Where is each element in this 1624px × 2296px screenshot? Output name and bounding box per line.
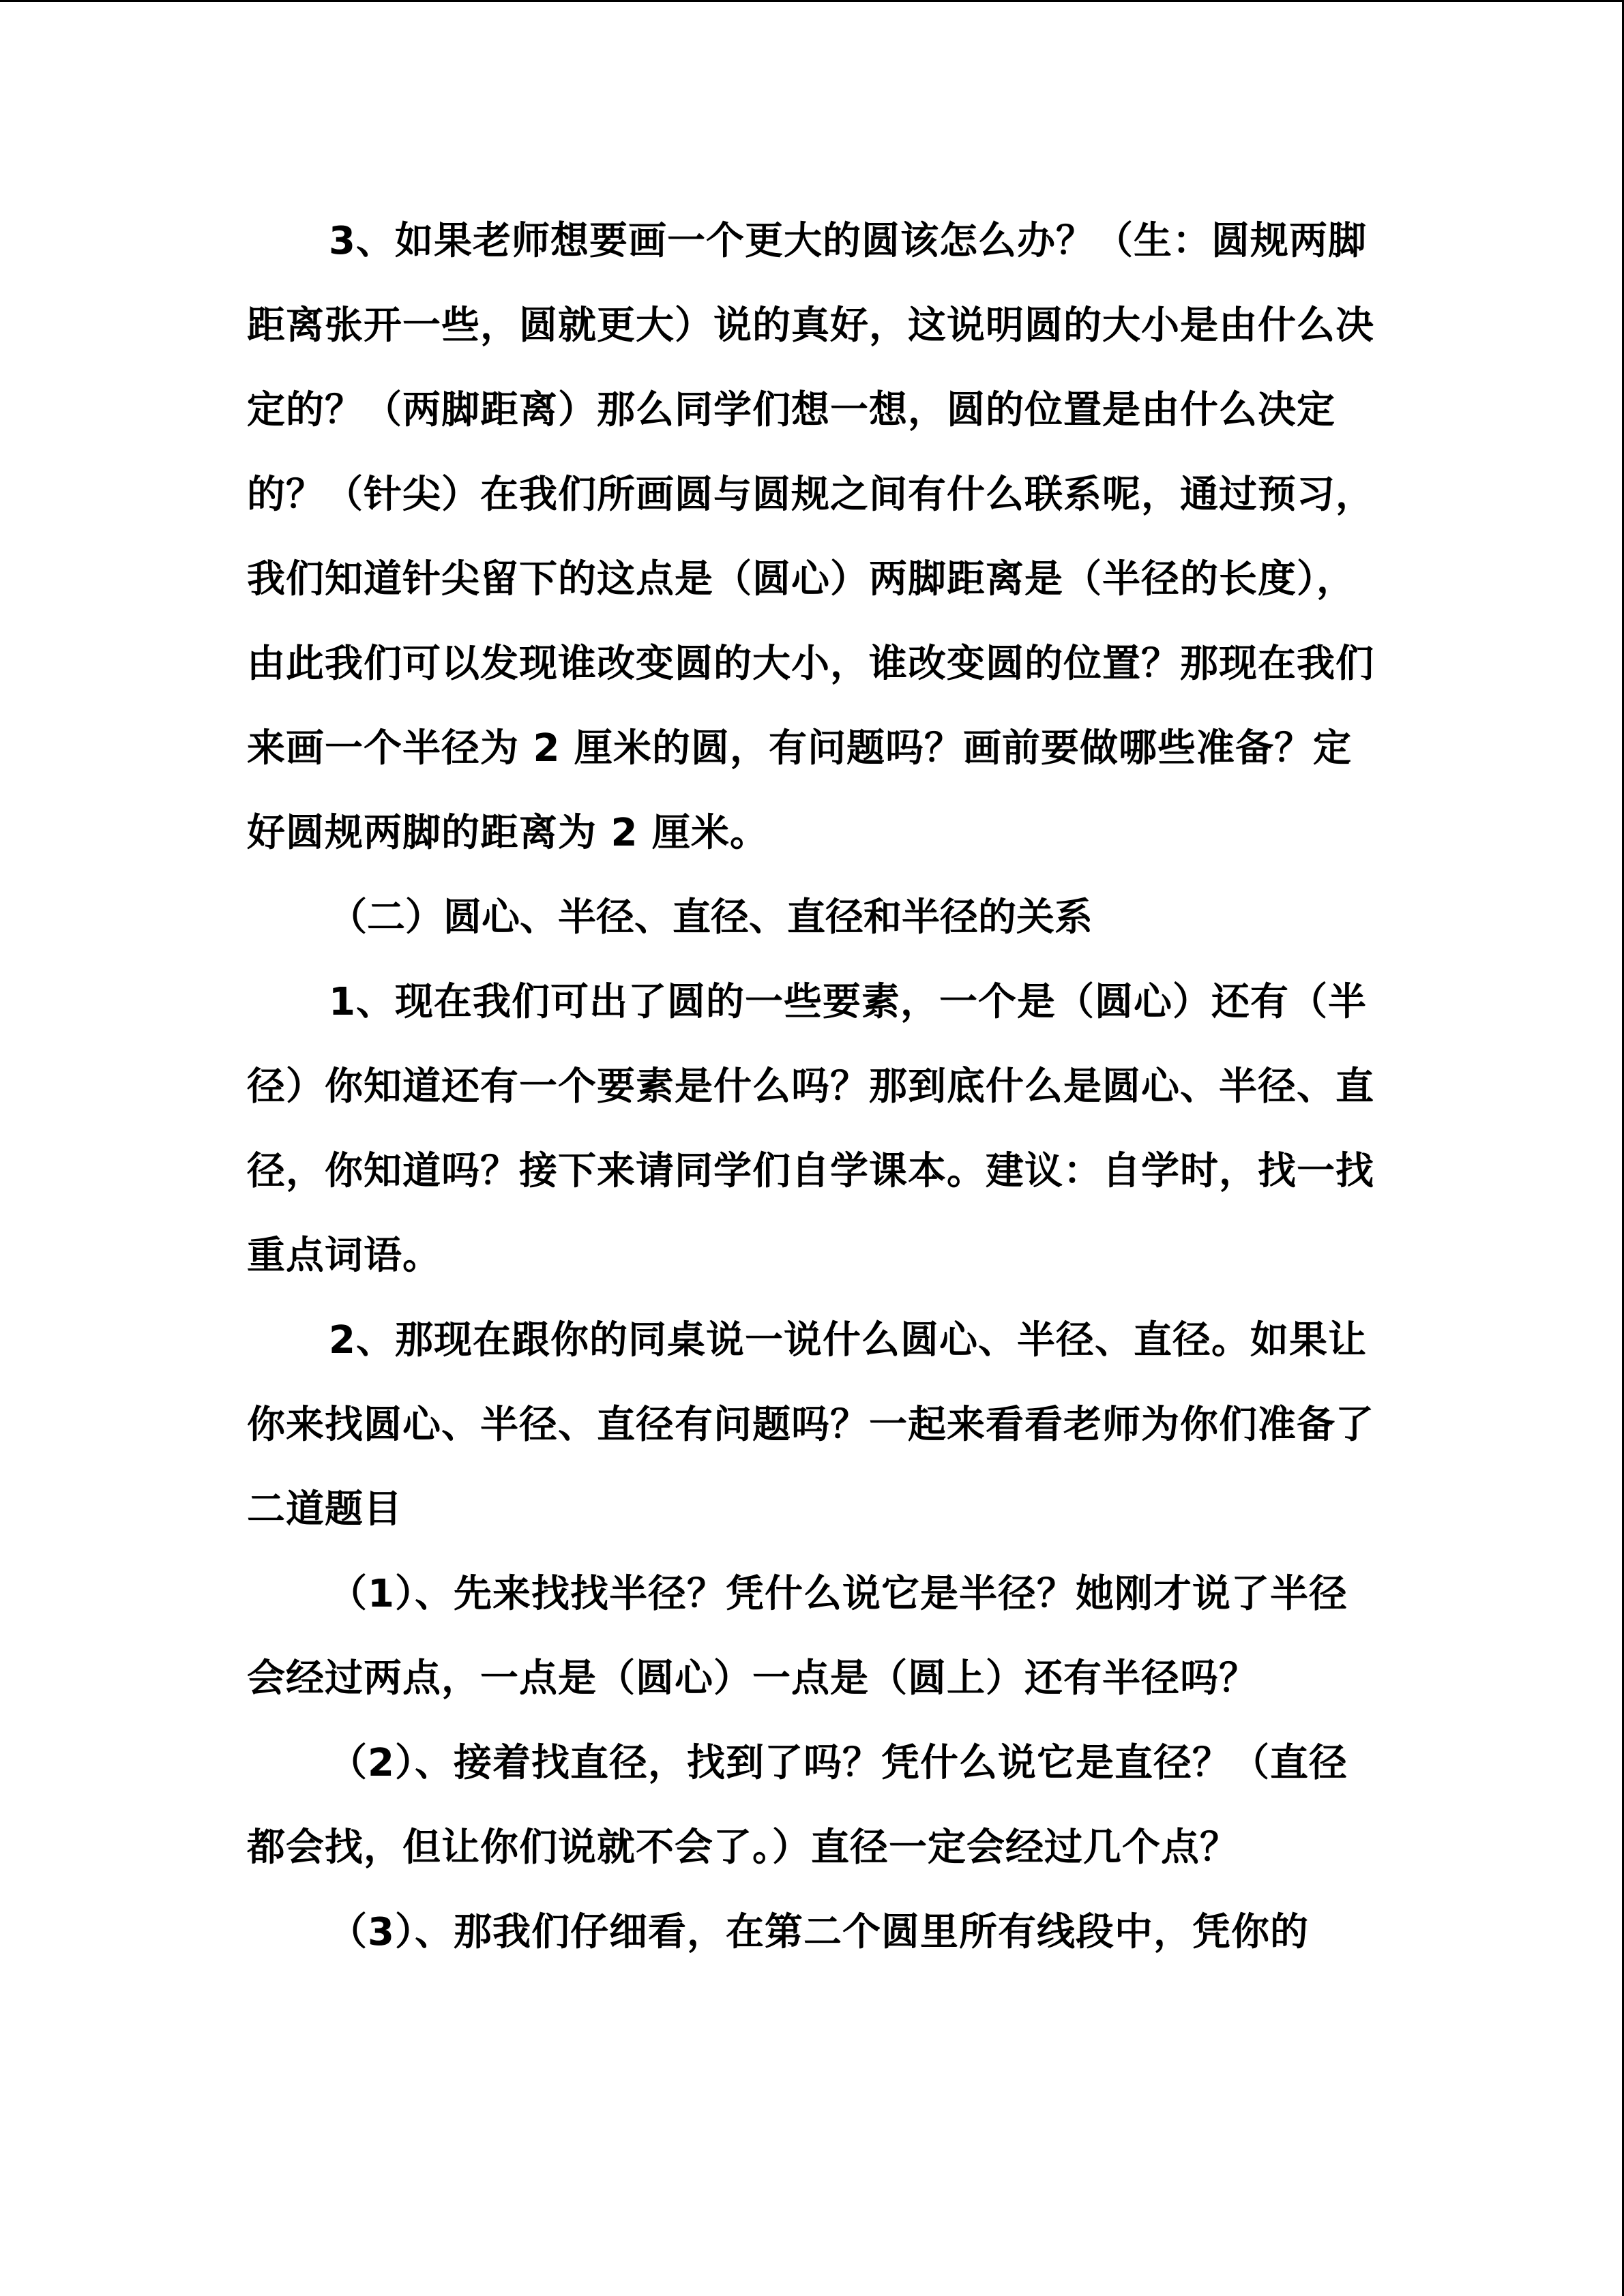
section-heading-2: （二）圆心、半径、直径、直径和半径的关系 xyxy=(329,895,1093,940)
document-body xyxy=(247,199,1379,1975)
paragraph-3-draw-larger-circle: 3、如果老师想要画一个更大的圆该怎么办？（生：圆规两脚距离张开一些，圆就更大）说的真好，这说明圆的大小是由什么决定的？（两脚距离）那么同学们想一想，圆的位置是由什么决定的？（针尖）在我们所画圆与圆规之间有什么联系呢，通过预习，我们知道针尖留下的这点是（圆心）两脚距离是（半径的长度），由此我们可以发现谁改变圆的大小，谁改变圆的位置？那现在我们来画一个半径为 2 厘米的圆，有问题吗？画前要做哪些准备？定好圆规两脚的距离为 2 厘米。 xyxy=(247,219,1374,855)
paragraph-1-circle-elements: 1、现在我们可出了圆的一些要素，一个是（圆心）还有（半径）你知道还有一个要素是什么吗？那到底什么是圆心、半径、直径，你知道吗？接下来请同学们自学课本。建议：自学时，找一找重点词语。 xyxy=(247,980,1374,1278)
page-border-top xyxy=(0,0,1624,2)
paragraph-item-3-segments: （3）、那我们仔细看，在第二个圆里所有线段中，凭你的 xyxy=(329,1910,1309,1954)
paragraph-2-deskmate-discussion: 2、那现在跟你的同桌说一说什么圆心、半径、直径。如果让你来找圆心、半径、直径有问题吗？一起来看看老师为你们准备了二道题目 xyxy=(247,1318,1374,1532)
paragraph-item-2-diameter: （2）、接着找直径，找到了吗？凭什么说它是直径？（直径都会找，但让你们说就不会了。）直径一定会经过几个点？ xyxy=(247,1741,1348,1870)
paragraph-item-1-radius: （1）、先来找找半径？凭什么说它是半径？她刚才说了半径会经过两点，一点是（圆心）一点是（圆上）还有半径吗？ xyxy=(247,1572,1348,1701)
